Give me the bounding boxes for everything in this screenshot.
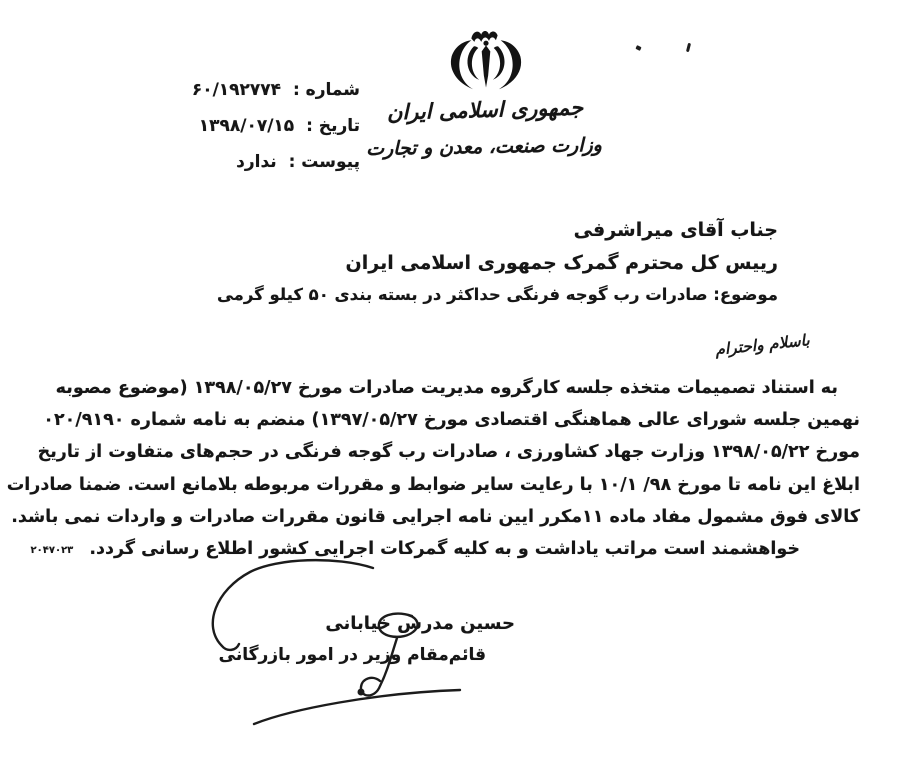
letter-date-row [192, 108, 360, 144]
body-line: ابلاغ این نامه تا مورخ ۹۸/ ۱۰/۱ با رعایت سایر ضوابط و مقررات مربوطه بلامانع است. ضمنا صادرات [6, 474, 860, 495]
letter-attachment-label: پیوست : [288, 152, 360, 172]
subject-line: موضوع: صادرات رب گوجه فرنگی حداکثر در بسته بندی ۵۰ کیلو گرمی [216, 285, 778, 304]
letter-number-row [192, 72, 360, 108]
iran-coat-of-arms-icon [443, 26, 529, 106]
body-line-text: خواهشمند است مراتب یاداشت و به کلیه گمرکات اجرایی کشور اطلاع رسانی گردد. [89, 539, 800, 560]
recipient-name: جناب آقای میراشرفی [573, 219, 778, 241]
letter-date-label: تاریخ : [306, 116, 360, 136]
reference-number: ۲۰۴۷۰۲۳ [30, 545, 74, 557]
recipient-block [217, 214, 778, 311]
country-title: جمهوری اسلامی ایران [386, 95, 584, 125]
salutation-handwriting: باسلام واحترام [714, 331, 811, 359]
letter-number-label: شماره : [292, 80, 360, 100]
ink-speck [686, 43, 691, 52]
signatory-title: قائم‌مقام وزیر در امور بازرگانی [218, 645, 486, 665]
body-line: مورخ ۱۳۹۸/۰۵/۲۲ وزارت جهاد کشاورزی ، صادرات رب گوجه فرنگی در حجم‌های متفاوت از تاریخ [37, 442, 860, 463]
ink-speck [635, 45, 641, 51]
body-line: به استناد تصمیمات متخذه جلسه کارگروه مدیریت صادرات مورخ ۱۳۹۸/۰۵/۲۷ (موضوع مصوبه [55, 378, 838, 398]
body-line: کالای فوق مشمول مفاد ماده ۱۱مکرر ایین نامه اجرایی قانون مقررات صادرات و واردات نمی باشد. [11, 506, 860, 527]
letter-attachment-row [192, 144, 360, 180]
body-line [30, 533, 860, 567]
letter-attachment-value: ندارد [236, 152, 277, 172]
letter-meta-block [192, 72, 360, 180]
body-paragraph [6, 372, 860, 567]
letter-date-value: ۱۳۹۸/۰۷/۱۵ [198, 116, 295, 136]
ministry-title: وزارت صنعت، معدن و تجارت [365, 133, 603, 161]
signatory-name: حسین مدرس خیابانی [325, 613, 515, 634]
recipient-title: رییس کل محترم گمرک جمهوری اسلامی ایران [345, 252, 778, 274]
body-line: نهمین جلسه شورای عالی هماهنگی اقتصادی مورخ ۱۳۹۷/۰۵/۲۷) منضم به نامه شماره ۰۲۰/۹۱۹۰ [43, 410, 860, 431]
letter-number-value: ۶۰/۱۹۲۷۷۴ [191, 80, 282, 100]
